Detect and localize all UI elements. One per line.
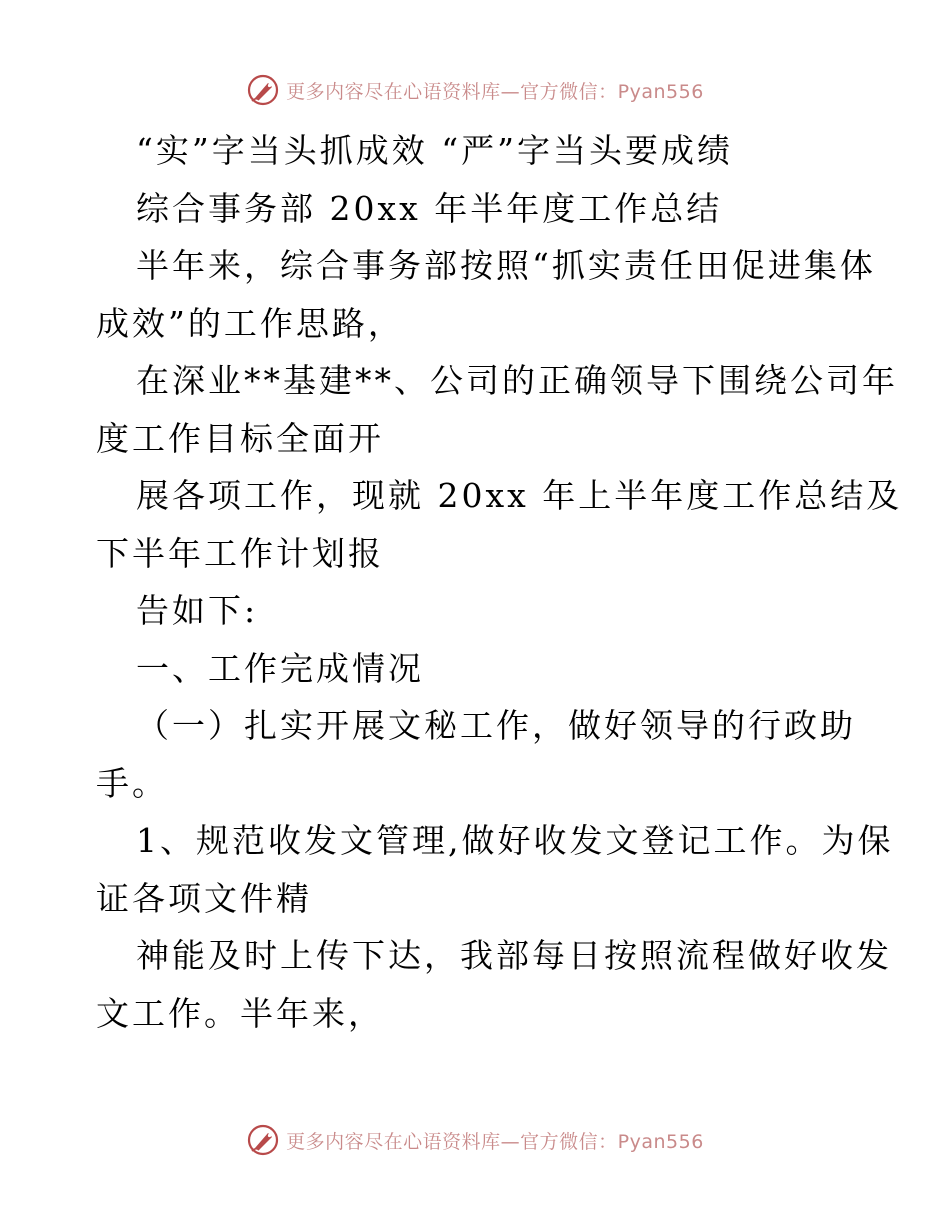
- paragraph-line: 1、规范收发文管理,做好收发文登记工作。为保: [136, 821, 894, 860]
- header-banner-inner: [246, 73, 704, 107]
- paragraph-line: 告如下:: [136, 591, 259, 630]
- paragraph-line: 证各项文件精: [96, 878, 312, 918]
- paragraph-line: 成效”的工作思路，: [96, 303, 404, 343]
- header-banner-text: 更多内容尽在心语资料库—官方微信：Pyan556: [286, 80, 704, 103]
- footer-banner: [0, 1120, 950, 1160]
- paragraph-line: 在深业**基建**、公司的正确领导下围绕公司年: [136, 361, 898, 400]
- subsection-heading: （一）扎实开展文秘工作，做好领导的行政助: [136, 706, 856, 745]
- pen-nib-logo-icon: [246, 73, 280, 107]
- document-subtitle: 综合事务部 20xx 年半年度工作总结: [136, 188, 723, 228]
- section-heading: 一、工作完成情况: [136, 648, 424, 688]
- document-body: [96, 122, 903, 1042]
- paragraph-line: 神能及时上传下达，我部每日按照流程做好收发: [136, 936, 892, 975]
- paragraph-line: 下半年工作计划报: [96, 533, 384, 573]
- paragraph-line: 文工作。半年来，: [96, 993, 384, 1033]
- pen-nib-logo-icon: [246, 1123, 280, 1157]
- footer-banner-text: 更多内容尽在心语资料库—官方微信：Pyan556: [286, 1130, 704, 1153]
- paragraph-line: 半年来，综合事务部按照“抓实责任田促进集体: [136, 246, 876, 285]
- footer-banner-inner: [246, 1123, 704, 1157]
- paragraph-line: 展各项工作，现就 20xx 年上半年度工作总结及: [136, 476, 903, 515]
- paragraph-line: 度工作目标全面开: [96, 418, 384, 458]
- paragraph-line: 手。: [96, 763, 168, 803]
- header-banner: [0, 70, 950, 110]
- document-title: “实”字当头抓成效 “严”字当头要成绩: [136, 131, 733, 170]
